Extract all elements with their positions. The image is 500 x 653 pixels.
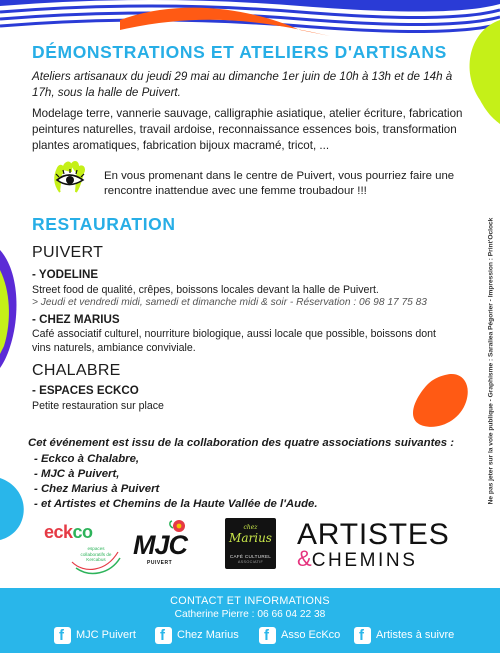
footer-title: CONTACT ET INFORMATIONS (170, 595, 330, 607)
collab-list (34, 452, 474, 512)
facebook-link-marius[interactable] (155, 625, 239, 645)
purple-blob-decoration (0, 250, 22, 370)
demo-crafts-text: Modelage terre, vannerie sauvage, calligraphie asiatique, atelier écriture, fabrication peintures naturelles, travail ardoise, reconnaissance essences bois, transformation plantes aromatiques, fabrication bijoux macramé, tricot, ... (32, 107, 463, 152)
top-stripes-decoration (0, 0, 500, 40)
facebook-link-label: MJC Puivert (76, 629, 136, 641)
troubadour-text: En vous promenant dans le centre de Puivert, vous pourriez faire une rencontre inattendue avec une femme troubadour !!! (104, 170, 455, 197)
demo-dates-text: Ateliers artisanaux du jeudi 29 mai au dimanche 1er juin de 10h à 13h et de 14h à 17h, sous la halle de Puivert. (32, 70, 453, 99)
vendor-eckco-desc: Petite restauration sur place (32, 400, 164, 412)
artistes-logo-line2: &CHEMINS (297, 546, 418, 571)
facebook-icon (54, 627, 71, 644)
footer-phone: Catherine Pierre : 06 66 04 22 38 (174, 609, 326, 620)
restauration-section-title: RESTAURATION (32, 214, 176, 234)
demo-section-title: DÉMONSTRATIONS ET ATELIERS D'ARTISANS (32, 42, 447, 62)
facebook-link-eckco[interactable] (259, 625, 340, 645)
mjc-logo-text: MJC (133, 530, 188, 560)
collab-item: - Chez Marius à Puivert (34, 483, 160, 495)
vendor-yodeline-note: > Jeudi et vendredi midi, samedi et dimanche midi & soir - Réservation : 06 98 17 75 83 (32, 297, 427, 308)
vendor-marius-desc: Café associatif culturel, nourriture biologique, aussi locale que possible, boissons dont vins naturels, ambiance conviviale. (32, 328, 436, 354)
vendor-marius-name: - CHEZ MARIUS (32, 313, 120, 326)
eckco-logo-text: eckco (44, 522, 93, 542)
cyan-blob-decoration (0, 478, 30, 540)
vendor-yodeline-name: - YODELINE (32, 268, 99, 281)
mjc-logo (133, 518, 209, 568)
collab-item: - MJC à Puivert, (34, 468, 120, 480)
facebook-link-artistes[interactable] (354, 625, 454, 645)
city-puivert-heading: PUIVERT (32, 244, 104, 261)
facebook-icon (155, 627, 172, 644)
vendor-yodeline-desc: Street food de qualité, crêpes, boissons locales devant la halle de Puivert. (32, 284, 379, 296)
artistes-chemins-logo (297, 520, 457, 572)
facebook-link-label: Chez Marius (177, 629, 239, 641)
facebook-icon (354, 627, 371, 644)
side-credit-text: Ne pas jeter sur la voie publique - Graphisme : Saraliea Pégorier - Impression : Print'Oclock (487, 217, 495, 505)
collab-item: - et Artistes et Chemins de la Haute Vallée de l'Aude. (34, 498, 318, 510)
footer (0, 588, 500, 653)
mjc-logo-subtitle: PUIVERT (147, 560, 173, 566)
collab-item: - Eckco à Chalabre, (34, 453, 140, 465)
chez-marius-logo (225, 518, 276, 569)
vendor-eckco-name: - ESPACES ECKCO (32, 384, 139, 397)
marius-logo-small: chez (243, 524, 258, 531)
eckco-logo (40, 516, 124, 578)
marius-logo-tag2: ASSOCIATIF (237, 560, 264, 564)
eckco-logo-subtitle: espaces collaboratifs de Kercabus (80, 546, 112, 562)
side-credit (484, 121, 498, 601)
marius-logo-tag1: CAFÉ CULTUREL (229, 554, 272, 559)
facebook-link-label: Asso EcKco (281, 629, 341, 641)
facebook-icon (259, 627, 276, 644)
collab-intro-text: Cet événement est issu de la collaboration des quatre associations suivantes : (28, 437, 455, 449)
marius-logo-main: Marius (229, 531, 272, 545)
eye-hand-icon (50, 158, 90, 196)
facebook-link-mjc[interactable] (54, 625, 136, 645)
facebook-link-label: Artistes à suivre (376, 629, 455, 641)
city-chalabre-heading: CHALABRE (32, 362, 121, 379)
artistes-logo-line1: ARTISTES (297, 518, 450, 551)
